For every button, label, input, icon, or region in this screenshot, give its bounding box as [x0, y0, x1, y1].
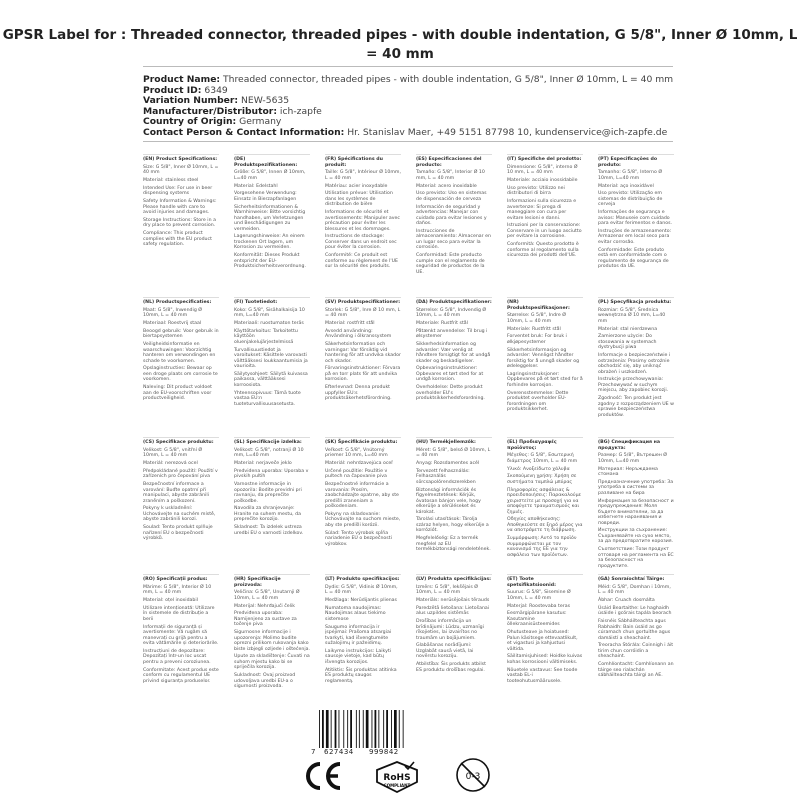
spec-line: Suurus: G 5/8", Sisemine Ø 10mm, L = 40 mm: [507, 590, 571, 601]
spec-line: Vorgesehene Verwendung: Einsatz in Bierzapfanlagen: [234, 191, 297, 202]
spec-line: Ábhar: Cruach dosmálta: [598, 598, 655, 604]
spec-heading: (CS) Specifikace produktu:: [143, 440, 214, 445]
spec-line: Informations de sécurité et avertissements: Manipuler avec précaution pour éviter les blessures et les dommages.: [325, 210, 400, 232]
spec-line: Größe: G 5/8", Innen Ø 10mm, L=40 mm: [234, 170, 306, 181]
spec-line: Eesmärgipärane kasutus: Kasutamine õllekraanisüsteemides: [507, 611, 567, 628]
spec-line: Conformidad: Este producto cumple con el reglamento de seguridad de productos de la UE.: [416, 253, 485, 275]
spec-line: Информация за безопасност и предупреждения: Моля бъдете внимателни, за да избегнете наранявания и повреди.: [598, 498, 674, 526]
spec-line: Informações de segurança e avisos: Manuseie com cuidado para evitar ferimentos e danos.: [598, 210, 673, 227]
barcode-digits-left: 627434: [324, 748, 354, 756]
barcode-bar: [378, 710, 379, 748]
spec-line: Saugumo informacija ir įspėjimai: Prašoma atsargiai tvarkyti, kad išvengtumėte sužalojimų ir pažeidimų.: [325, 624, 392, 647]
spec-line: Medžiaga: Nerūdijantis plienas: [325, 598, 397, 604]
spec-section: [598, 574, 674, 699]
barcode-bar: [391, 710, 392, 748]
barcode-bar: [356, 710, 357, 748]
barcode-bar: [363, 710, 364, 748]
spec-section: [416, 574, 492, 699]
spec-line: Izmērs: G 5/8", Iekšējais Ø 10mm, L = 40 mm: [416, 584, 478, 596]
spec-heading: (HU) Termékjellemzők:: [416, 440, 476, 445]
spec-line: Materiale: Rustfrit stål: [416, 321, 468, 327]
spec-line: Påtænkt anvendelse: Til brug i ølsystemer: [416, 328, 488, 340]
spec-line: Säilitamisjuhised: Hoidke kuivas kohas korrosiooni vältimiseks.: [507, 654, 583, 665]
spec-line: Avsedd användning: Användning i ölkranssystem: [325, 328, 392, 340]
barcode-digit-first: 7: [311, 748, 316, 756]
spec-section: [507, 154, 583, 291]
spec-line: Uso previsto: Utilização em sistemas de distribuição de cerveja: [598, 191, 663, 208]
spec-section: [143, 574, 219, 699]
spec-line: Ohutusteave ja hoiatused: Palun käsitsege ettevaatlikult, et vigastusi ja kahjustusi vältida.: [507, 630, 578, 652]
manufacturer-row: Manufacturer/Distributor: ich-zapfe: [143, 105, 322, 117]
spec-line: Storage Instructions: Store in a dry place to prevent corrosion.: [143, 217, 216, 229]
spec-heading: (BG) Спецификация на продукта:: [598, 440, 661, 451]
spec-line: Predviđena uporaba: Namijenjeno za sustave za točenje piva: [234, 611, 297, 628]
spec-line: Instrucciones de almacenamiento: Almacenar en un lugar seco para evitar la corrosión.: [416, 228, 491, 251]
spec-line: Lagerungshinweise: An einem trockenen Ort lagern, um Korrosion zu vermeiden.: [234, 234, 305, 251]
spec-heading: (PL) Specyfikacja produktu:: [598, 300, 672, 305]
spec-heading: (SV) Produktspecifikationer:: [325, 300, 401, 305]
spec-line: Matériau: acier inoxydable: [325, 183, 388, 189]
spec-line: Naleving: Dit product voldoet aan de EU-voorschriften voor productveiligheid.: [143, 385, 212, 402]
barcode-bar: [359, 710, 360, 748]
spec-line: Utilizare intenționată: Utilizare în sistemele de distribuție a berii: [143, 605, 215, 622]
spec-line: Faisnéis Sábháilteachta agus Rabhaidh: Bain úsáid as go cúramach chun gortuithe agus damáistí a sheachaint.: [598, 619, 671, 641]
spec-line: Upute za skladištenje: Čuvati na suhom mjestu kako bi se spriječila korozija.: [234, 654, 310, 671]
barcode-bar: [339, 710, 340, 748]
spec-heading: (EN) Product Specifications:: [143, 157, 218, 162]
spec-line: Säkerhetsinformation och varningar: Var försiktig vid hantering för att undvika skador och skador.: [325, 342, 401, 364]
spec-line: Uso previsto: Utilizzo nei distributori di birra: [507, 185, 565, 197]
spec-section: [416, 437, 492, 568]
spec-line: Úsáid Beartaithe: Le haghaidh úsáide i gcórais tapála beorach: [598, 605, 672, 617]
spec-section: [234, 154, 310, 291]
spec-line: Koko: G 5/8", Sisähalkaisija 10 mm, L=40 mm: [234, 307, 305, 319]
spec-line: Conformità: Questo prodotto è conforme al regolamento sulla sicurezza dei prodotti dell'UE.: [507, 242, 579, 259]
spec-heading: (ET) Toote spetsifikatsioonid:: [507, 577, 556, 588]
spec-section: [325, 154, 401, 291]
spec-line: Материал: Неръждаема стомана: [598, 466, 658, 478]
spec-section: [234, 437, 310, 568]
spec-line: Materiaal: Roestvrij staal: [143, 321, 202, 327]
spec-line: Overensstemmelse: Dette produktet overholder EU-forordningen om produktsikkerhet.: [507, 390, 569, 413]
spec-line: Opbevaringsinstruktioner: Opbevares et tørt sted for at undgå korrosion.: [416, 366, 484, 383]
spec-line: Určené použitie: Použitie v pultech na čapovanie piva: [325, 468, 388, 480]
spec-line: Treoracha Stórála: Coinnigh i áit tirim chun corróidin a sheachaint.: [598, 643, 674, 660]
barcode-bar: [335, 710, 337, 748]
spec-section: [143, 154, 219, 291]
spec-line: Συμμόρφωση: Αυτό το προϊόν συμμορφώνεται με τον κανονισμό της ΕΕ για την ασφάλεια των προϊόντων.: [507, 536, 577, 558]
ce-mark-icon: [302, 760, 344, 792]
spec-section: [598, 154, 674, 291]
spec-heading: (FR) Spécifications du produit:: [325, 157, 383, 168]
barcode-bar: [347, 710, 348, 748]
barcode-bar: [399, 710, 400, 748]
spec-line: Paredzētā lietošana: Lietošanai alus uzpildes sistēmās: [416, 605, 490, 617]
barcode-bar: [375, 710, 377, 748]
spec-line: Informacje o bezpieczeństwie i ostrzeżenia: Prosimy ostrożnie obchodzić się, aby uniknąć obrażeń i uszkodzeń.: [598, 353, 671, 375]
spec-heading: (FI) Tuotetiedot:: [234, 300, 278, 305]
barcode-bar: [319, 710, 320, 748]
barcode-bar: [343, 710, 344, 748]
product-id-row: Product ID: 6349: [143, 84, 228, 96]
spec-line: Varnostne informacije in opozorila: Bodite previdni pri ravnanju, da preprečite poškodbe.: [234, 482, 302, 504]
spec-line: Materjal: Roostevaba teras: [507, 603, 571, 609]
spec-line: Nõuetele vastavus: See toode vastab EL-i tooteohutusmäärusele.: [507, 667, 578, 684]
barcode-bar: [366, 710, 369, 748]
spec-line: Materiāls: nerūsējošais tērauds: [416, 598, 490, 604]
spec-line: Turvallisuustiedot ja varoitukset: Käsittele varovasti välttääksesi loukkaantumisia ja vaurioita.: [234, 347, 308, 370]
spec-line: Съответствие: Този продукт отговаря на регламента на ЕС за безопасност на продуктите.: [598, 547, 674, 568]
spec-line: Instrukcje przechowywania: Przechowywać w suchym miejscu, aby zapobiec korozji.: [598, 377, 669, 394]
spec-line: Compliance: This product complies with the EU product safety regulation.: [143, 231, 212, 248]
spec-line: Atbilstība: Šis produkts atbilst ES produktu drošības regulai.: [416, 662, 486, 673]
spec-line: Conformité: Ce produit est conforme au règlement de l'UE sur la sécurité des produits.: [325, 253, 399, 270]
spec-line: Lagringsinstruksjoner: Oppbevares på et tørt sted for å forhindre korrosjon.: [507, 371, 583, 388]
spec-heading: (HR) Specifikacije proizvoda:: [234, 577, 281, 588]
spec-line: Υλικό: Ανοξείδωτο χάλυβα: [507, 466, 570, 472]
spec-line: Bezpečnostní informace a varování: Buďte opatrní při manipulaci, abyste zabránili zraněním a poškození.: [143, 482, 209, 504]
spec-heading: (LT) Produkto specifikacijos:: [325, 577, 400, 582]
spec-line: Súlad: Tento výrobok spĺňa nariadenie EÚ o bezpečnosti výrobkov.: [325, 530, 392, 547]
spec-line: Πληροφορίες ασφάλειας & προειδοποιήσεις: Παρακαλούμε χειριστείτε με προσοχή για να αποφύγετε τραυματισμούς και ζημιές.: [507, 487, 582, 515]
spec-line: Materiale: Rustfritt stål: [507, 326, 561, 332]
barcode-bar: [326, 710, 329, 748]
spec-line: Safety Information & Warnings: Please handle with care to avoid injuries and damages.: [143, 199, 217, 216]
spec-line: Taille: G 5/8", Intérieur Ø 10mm, L = 40 mm: [325, 170, 401, 181]
barcode-bar: [322, 710, 324, 748]
spec-heading: (NR) Produktspesifikasjoner:: [507, 300, 570, 311]
spec-line: Efterlevnad: Denna produkt uppfyller EU:s produktsäkerhetsförordning.: [325, 385, 392, 402]
spec-line: Tamaño: G 5/8", Interior Ø 10 mm, L = 40 mm: [416, 170, 485, 181]
spec-line: Størrelse: G 5/8", Indvendig Ø 10mm, L = 40 mm: [416, 307, 487, 319]
spec-line: Veľkosť: G 5/8", Vnútorný priemer 10 mm, L=40 mm: [325, 447, 388, 459]
barcode: [319, 710, 409, 748]
spec-line: Pokyny na skladovanie: Uchovávajte na suchom mieste, aby ste predišli korózii.: [325, 511, 401, 528]
spec-line: Размер: G 5/8", Вътрешен Ø 10mm, L=40 mm: [598, 453, 667, 464]
spec-line: Instrucțiuni de depozitare: Depozitați într-un loc uscat pentru a preveni coroziunea.: [143, 648, 211, 665]
barcode-bar: [372, 710, 373, 748]
spec-line: Material: stainless steel: [143, 178, 199, 184]
spec-line: Materiál: nerezová ocel: [143, 461, 198, 467]
spec-line: Σκοπούμενη χρήση: Χρήση σε συστήματα ταμπλώ μπύρας: [507, 474, 577, 485]
spec-line: Megfelelőség: Ez a termék megfelel az EU termékbiztonsági rendeletének.: [416, 536, 491, 553]
spec-line: Méret: G 5/8", belső Ø 10mm, L = 40 mm: [416, 447, 491, 459]
spec-section: [507, 297, 583, 431]
spec-line: Biztonsági információk és figyelmeztetések: Kérjük, óvatosan bánjon vele, hogy elkerülje a sérüléseket és károkat.: [416, 487, 481, 515]
rohs-compliant-icon: [375, 760, 419, 794]
spec-section: [598, 297, 674, 431]
spec-heading: (NL) Productspecificaties:: [143, 300, 212, 305]
spec-line: Navodila za shranjevanje: Hranite na suhem mestu, da preprečite korozijo.: [234, 506, 301, 523]
rohs-label: RoHS: [383, 773, 411, 783]
spec-section: [234, 574, 310, 699]
spec-line: Tárolási utasítások: Tárolja száraz helyen, hogy elkerülje a korróziót.: [416, 517, 489, 534]
spec-heading: (GA) Sonraíochtaí Táirge:: [598, 577, 665, 582]
spec-line: Veličina: G 5/8", Unutarnji Ø 10mm, L = 40 mm: [234, 590, 300, 601]
country-row: Country of Origin: Germany: [143, 116, 282, 128]
spec-line: Předpokládané použití: Použití v zařízeních pro čepování piva: [143, 468, 218, 480]
spec-line: Anyag: Rozsdamentes acél: [416, 461, 480, 467]
barcode-bar: [403, 710, 404, 748]
spec-line: Μέγεθος: G 5/8", Εσωτερική διάμετρος 10mm, L = 40 mm: [507, 453, 578, 464]
spec-line: Säilytysohjeet: Säilytä kuivassa paikassa, välttääksesi korroosiota.: [234, 371, 308, 388]
spec-line: Sukladnost: Ovaj proizvod udovoljava uredbi EU-a o sigurnosti proizvoda.: [234, 673, 296, 690]
spec-line: Numatoma naudojimas: Naudojimas alaus tiekimo sistemose: [325, 605, 386, 622]
spec-line: Skladnost: Ta izdelek ustreza uredbi EU o varnosti izdelkov.: [234, 525, 304, 536]
barcode-bar: [383, 710, 384, 748]
spec-line: Rozmiar: G 5/8", Średnica wewnętrzna Ø 10 mm, L=40 mm: [598, 307, 666, 324]
spec-line: Dydis: G 5/8", Vidinis Ø 10mm, L = 40 mm: [325, 584, 398, 596]
spec-line: Material: rostfritt stål: [325, 321, 375, 327]
spec-line: Instruções de armazenamento: Armazenar em local seco para evitar corrosão.: [598, 228, 672, 245]
spec-section: [143, 437, 219, 568]
spec-line: Materiaali: ruostumaton teräs: [234, 321, 304, 327]
spec-section: [143, 297, 219, 431]
spec-line: Mărime: G 5/8", Interior Ø 10 mm, L = 40 mm: [143, 584, 212, 596]
page-title: GPSR Label for : Threaded connector, threaded pipes - with double indentation, G 5/8", Inner Ø 10mm, L = 40 mm: [2, 27, 798, 62]
spec-section: [234, 297, 310, 431]
spec-line: Dimensione: G 5/8", interno Ø 10 mm, L = 40 mm: [507, 164, 578, 176]
info-divider: [143, 141, 673, 142]
contact-row: Contact Person & Contact Information: Hr. Stanislav Maer, +49 5151 87798 10, kundenservice@ich-zapfe.de: [143, 126, 668, 138]
spec-line: Størrelse: G 5/8", Indre Ø 10mm, L = 40 mm: [507, 313, 566, 324]
barcode-bar: [331, 710, 332, 748]
spec-heading: (DE) Produktspezifikationen:: [234, 157, 298, 168]
spec-section: [325, 574, 401, 699]
spec-line: Méid: G 5/8", Domhan i 10mm, L = 40 mm: [598, 584, 671, 596]
spec-line: Material: aço inoxidável: [598, 183, 654, 189]
spec-line: Uso previsto: Uso en sistemas de dispensación de cerveza: [416, 191, 487, 202]
spec-line: Conformitate: Acest produs este conform cu regulamentul UE privind siguranța produselor.: [143, 667, 219, 684]
spec-line: Información de seguridad y advertencias: Manejar con cuidado para evitar lesiones y daños.: [416, 204, 487, 227]
spec-line: Soulad: Tento produkt splňuje nařízení EU o bezpečnosti výrobků.: [143, 525, 213, 542]
spec-line: Material: nerjaveče jeklo: [234, 461, 292, 467]
spec-heading: (SL) Specifikacije izdelka:: [234, 440, 302, 445]
spec-line: Beoogd gebruik: Voor gebruik in biertapsystemen: [143, 328, 219, 340]
spec-line: Intended Use: For use in beer dispensing systems: [143, 185, 213, 197]
spec-section: [325, 437, 401, 568]
spec-line: Tervezett felhasználás: Felhasználás sörcsapolórendszerekben: [416, 468, 476, 485]
spec-line: Инструкции за съхранение: Съхранявайте на сухо място, за да предотвратите корозия.: [598, 528, 674, 545]
spec-line: Veiligheidsinformatie en waarschuwingen: Voorzichtig hanteren om verwondingen en schade te voorkomen.: [143, 342, 216, 364]
spec-section: [416, 154, 492, 291]
spec-line: Yhteensopivuus: Tämä tuote vastaa EU:n tuoteturvallisuusasetusta.: [234, 390, 301, 407]
spec-line: Sicherheitsinformationen & Warnhinweise: Bitte vorsichtig handhaben, um Verletzungen und Beschädigungen zu vermeiden.: [234, 204, 306, 232]
spec-heading: (LV) Produkta specifikācijas:: [416, 577, 491, 582]
spec-heading: (DA) Produktspecifikationer:: [416, 300, 492, 305]
barcode-digits-right: 999842: [369, 748, 399, 756]
spec-line: Velikost: G 5/8", notranji Ø 10 mm, L=40 mm: [234, 447, 304, 459]
spec-line: Materiál: nehrdzavejúca oceľ: [325, 461, 394, 467]
spec-line: Velikost: G 5/8", vnitřní Ø 10mm, L = 40 mm: [143, 447, 203, 459]
barcode-bar: [386, 710, 388, 748]
spec-section: [416, 297, 492, 431]
spec-line: Overholdelse: Dette produkt overholder EU's produktsikkerhedsforordning.: [416, 385, 485, 402]
spec-line: Οδηγίες αποθήκευσης: Αποθηκεύστε σε ξηρό μέρος για να αποτρέψετε τη διάβρωση.: [507, 517, 583, 534]
spec-line: Materiał: stal nierdzewna: [598, 326, 658, 332]
variation-number-row: Variation Number: NEW-5635: [143, 95, 290, 107]
spec-line: Maat: G 5/8", Inwendig Ø 10mm, L = 40 mm: [143, 307, 202, 319]
spec-line: Glabāšanas norādījumi: Uzglabāt sausā vietā, lai novērstu koroziju.: [416, 643, 474, 660]
spec-line: Predvidena uporaba: Uporaba v pivskih pultih: [234, 468, 309, 480]
spec-line: Informazioni sulla sicurezza e avvertenze: Si prega di maneggiare con cura per evitare lesioni e danni.: [507, 199, 577, 221]
spec-heading: (IT) Specifiche del prodotto:: [507, 157, 582, 162]
spec-line: Utilisation prévue: Utilisation dans les systèmes de distribution de bière: [325, 191, 393, 208]
spec-line: Atitiktis: Šis produktas atitinka ES produktų saugos reglamentą.: [325, 667, 397, 684]
spec-heading: (SK) Špecifikácie produktu:: [325, 440, 398, 445]
spec-line: Storlek: G 5/8", Inre Ø 10 mm, L = 40 mm: [325, 307, 401, 319]
product-name-row: Product Name: Threaded connector, threaded pipes - with double indentation, G 5/8", Inner Ø 10mm, L = 40 mm: [143, 74, 674, 85]
spec-line: Käyttötarkoitus: Tarkoitettu käyttöön oluenjakelujärjestelmissä: [234, 328, 298, 345]
spec-line: Bezpečnostné informácie a varovania: Prosím, zaobchádzajte opatrne, aby ste predišli zraneniam a poškodeniam.: [325, 482, 399, 510]
spec-section: [507, 574, 583, 699]
spec-section: [598, 437, 674, 568]
rohs-compliant-label: COMPLIANT: [383, 783, 411, 788]
barcode-bar: [350, 710, 352, 748]
spec-line: Material: acero inoxidable: [416, 183, 477, 189]
spec-line: Pokyny k uskladnění: Uchovávejte na suchém místě, abyste zabránili korozi.: [143, 506, 216, 523]
spec-line: Forventet bruk: For bruk i ølkjøpesystemer: [507, 334, 567, 345]
spec-line: Informații de siguranță și avertismente: Vă rugăm să manevrați cu grijă pentru a evita vătămările și deteriorările.: [143, 624, 219, 647]
spec-heading: (ES) Especificaciones del producto:: [416, 157, 482, 168]
age-warning-label: 0-3: [465, 772, 481, 782]
spec-line: Drošības informācija un brīdinājumi: Lūdzu, uzmanīgi rīkojieties, lai izvairītos no traumām un bojājumiem.: [416, 619, 484, 641]
spec-line: Laikymo instrukcijos: Laikyti sausoje vietoje, kad būtų išvengta korozijos.: [325, 648, 392, 665]
spec-heading: (EL) Προδιαγραφές προϊόντος:: [507, 440, 557, 451]
spec-line: Konformität: Dieses Produkt entspricht der EU-Produktsicherheitsverordnung.: [234, 253, 306, 270]
recycle-age-icon: [455, 756, 491, 794]
spec-line: Comhlíontacht: Comhlíonann an táirge seo rialachán sábháilteachta táirgí an AE.: [598, 662, 674, 679]
barcode-bar: [394, 710, 397, 748]
spec-line: Conformidade: Este produto está em conformidade com o regulamento de segurança de produtos da UE.: [598, 247, 669, 270]
spec-line: Sikkerhedsinformation og advarsler: Vær venlig at håndtere forsigtigt for at undgå skader og beskadigelser.: [416, 342, 491, 364]
spec-section: [325, 297, 401, 431]
spec-section: [507, 437, 583, 568]
spec-line: Istruzioni per la conservazione: Conservare in un luogo asciutto per evitare la corrosione.: [507, 223, 582, 240]
spec-line: Предназначение употреба: За употреба в системи за разливане на бира: [598, 479, 674, 496]
spec-line: Materiale: acciaio inossidabile: [507, 178, 578, 184]
spec-line: Opslaginstructies: Bewaar op een droge plaats om corrosie te voorkomen.: [143, 366, 218, 383]
spec-line: Sikkerhetsinformasjon og advarsler: Vennligst håndter forsiktig for å unngå skader og ødeleggelser.: [507, 347, 580, 370]
spec-line: Materijal: Nehrđajući čelik: [234, 603, 295, 609]
spec-heading: (RO) Specificații produs:: [143, 577, 208, 582]
spec-heading: (PT) Especificações do produto:: [598, 157, 658, 168]
spec-line: Tamanho: G 5/8", Interno Ø 10mm, L=40 mm: [598, 170, 663, 181]
specifications-grid: [143, 154, 676, 697]
spec-line: Zgodność: Ten produkt jest zgodny z rozporządzeniem UE w sprawie bezpieczeństwa produktów.: [598, 396, 674, 418]
spec-line: Material: Edelstahl: [234, 183, 278, 189]
spec-line: Size: G 5/8", Inner Ø 10mm, L = 40 mm: [143, 164, 219, 176]
product-info: [143, 75, 683, 139]
spec-line: Förvaringsinstruktioner: Förvara på en torr plats för att undvika korrosion.: [325, 366, 401, 383]
spec-line: Instructions de stockage: Conserver dans un endroit sec pour éviter la corrosion.: [325, 234, 397, 251]
spec-line: Zamierzone użycie: Do stosowania w systemach dystrybucji piwa: [598, 334, 657, 351]
spec-line: Sigurnosne informacije i upozorenja: Molimo budite oprezni prilikom rukovanja kako biste izbjegli ozljede i oštećenja.: [234, 630, 310, 652]
spec-line: Material: oțel inoxidabil: [143, 598, 198, 604]
title-divider: [143, 66, 673, 67]
